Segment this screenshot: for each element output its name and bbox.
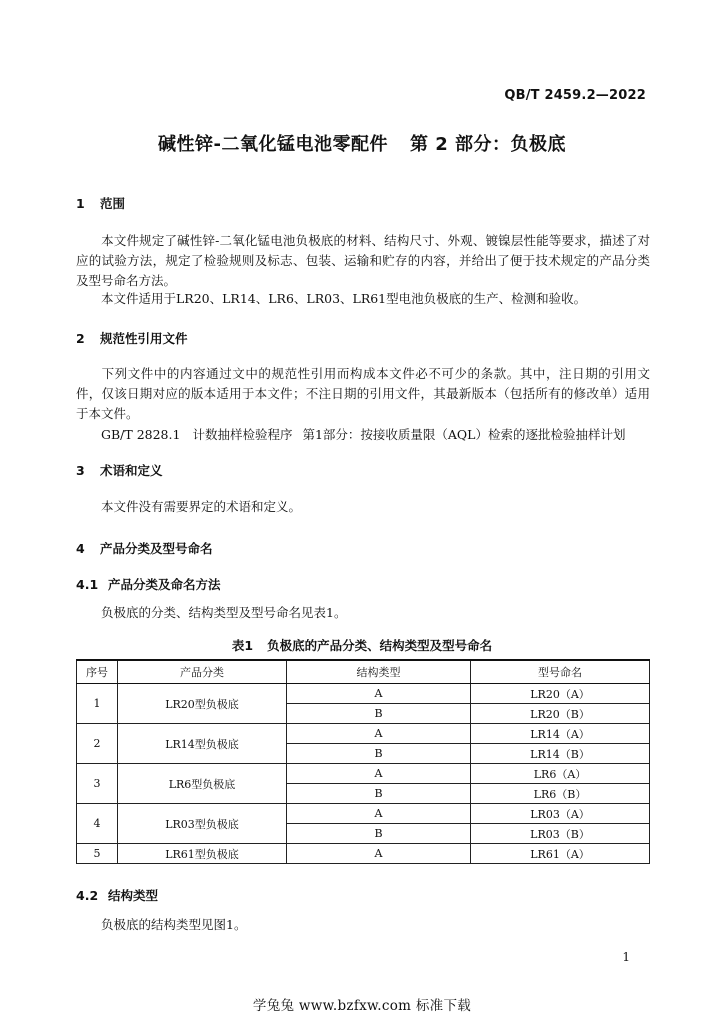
section-1-paragraph-1 — [76, 231, 650, 291]
paragraph-text: 负极底的分类、结构类型及型号命名见表1。 — [101, 605, 347, 620]
section-title: 规范性引用文件 — [100, 331, 188, 346]
section-4-2-heading — [76, 886, 158, 904]
paragraph-text: 本文件适用于LR20、LR14、LR6、LR03、LR61型电池负极底的生产、检测和验收。 — [101, 291, 587, 306]
normative-reference — [101, 425, 625, 443]
section-number: 1 — [76, 196, 85, 211]
model-name: LR03（B） — [471, 824, 650, 844]
structure-type: A — [287, 684, 471, 704]
column-header: 产品分类 — [118, 660, 287, 684]
model-name: LR20（A） — [471, 684, 650, 704]
section-title: 结构类型 — [108, 888, 159, 903]
model-name: LR14（A） — [471, 724, 650, 744]
reference-title: 计数抽样检验程序 — [192, 427, 293, 442]
section-title: 术语和定义 — [100, 463, 163, 478]
structure-type: A — [287, 844, 471, 864]
table-row — [77, 764, 650, 784]
table-row — [77, 804, 650, 824]
product-category: LR14型负极底 — [118, 724, 287, 764]
section-title: 产品分类及命名方法 — [108, 577, 221, 592]
row-number: 1 — [77, 684, 118, 724]
column-header: 型号命名 — [471, 660, 650, 684]
table-row — [77, 844, 650, 864]
reference-part: 第1部分：按接收质量限（AQL）检索的逐批检验抽样计划 — [302, 427, 626, 442]
paragraph-text: 负极底的结构类型见图1。 — [101, 917, 247, 932]
document-title — [0, 130, 724, 156]
download-footer: 学兔兔 www.bzfxw.com 标准下载 — [252, 998, 472, 1014]
table-row — [77, 684, 650, 704]
section-4-heading — [76, 539, 213, 557]
title-main: 碱性锌-二氧化锰电池零配件 — [157, 134, 388, 155]
paragraph-text: 本文件没有需要界定的术语和定义。 — [101, 499, 302, 514]
product-category: LR20型负极底 — [118, 684, 287, 724]
standard-code: QB/T 2459.2—2022 — [504, 88, 646, 103]
model-name: LR14（B） — [471, 744, 650, 764]
product-classification-table — [76, 659, 650, 864]
section-number: 4.1 — [76, 577, 99, 592]
section-3-paragraph-1 — [76, 497, 650, 517]
section-title: 产品分类及型号命名 — [100, 541, 213, 556]
section-2-heading — [76, 329, 188, 347]
product-category: LR61型负极底 — [118, 844, 287, 864]
model-name: LR6（B） — [471, 784, 650, 804]
row-number: 3 — [77, 764, 118, 804]
page-number: 1 — [622, 950, 630, 964]
section-2-paragraph-1 — [76, 364, 650, 424]
row-number: 2 — [77, 724, 118, 764]
section-number: 4 — [76, 541, 85, 556]
section-4-1-heading — [76, 575, 221, 593]
structure-type: B — [287, 744, 471, 764]
table-caption — [0, 636, 724, 654]
structure-type: A — [287, 804, 471, 824]
section-4-2-paragraph-1 — [76, 915, 650, 935]
section-4-1-paragraph-1 — [76, 603, 650, 623]
reference-code: GB/T 2828.1 — [101, 427, 181, 442]
paragraph-text: 本文件规定了碱性锌-二氧化锰电池负极底的材料、结构尺寸、外观、镀镍层性能等要求，描述了对应的试验方法，规定了检验规则及标志、包装、运输和贮存的内容，并给出了便于技术规定的产品分类及型号命名方法。 — [76, 233, 650, 288]
model-name: LR20（B） — [471, 704, 650, 724]
table-caption-label: 表1 — [231, 638, 254, 653]
table-row — [77, 724, 650, 744]
product-category: LR6型负极底 — [118, 764, 287, 804]
table-caption-text: 负极底的产品分类、结构类型及型号命名 — [267, 638, 493, 653]
structure-type: B — [287, 824, 471, 844]
structure-type: A — [287, 764, 471, 784]
section-number: 3 — [76, 463, 85, 478]
product-category: LR03型负极底 — [118, 804, 287, 844]
row-number: 5 — [77, 844, 118, 864]
paragraph-text: 下列文件中的内容通过文中的规范性引用而构成本文件必不可少的条款。其中，注日期的引用文件，仅该日期对应的版本适用于本文件；不注日期的引用文件，其最新版本（包括所有的修改单）适用于本文件。 — [76, 366, 650, 421]
table-header-row — [77, 660, 650, 684]
title-part: 第 2 部分：负极底 — [409, 134, 567, 155]
column-header: 结构类型 — [287, 660, 471, 684]
row-number: 4 — [77, 804, 118, 844]
structure-type: B — [287, 704, 471, 724]
column-header: 序号 — [77, 660, 118, 684]
model-name: LR61（A） — [471, 844, 650, 864]
structure-type: A — [287, 724, 471, 744]
section-3-heading — [76, 461, 163, 479]
model-name: LR6（A） — [471, 764, 650, 784]
section-1-heading — [76, 194, 125, 212]
section-1-paragraph-2 — [76, 289, 650, 309]
section-number: 2 — [76, 331, 85, 346]
section-title: 范围 — [100, 196, 126, 211]
model-name: LR03（A） — [471, 804, 650, 824]
structure-type: B — [287, 784, 471, 804]
section-number: 4.2 — [76, 888, 99, 903]
